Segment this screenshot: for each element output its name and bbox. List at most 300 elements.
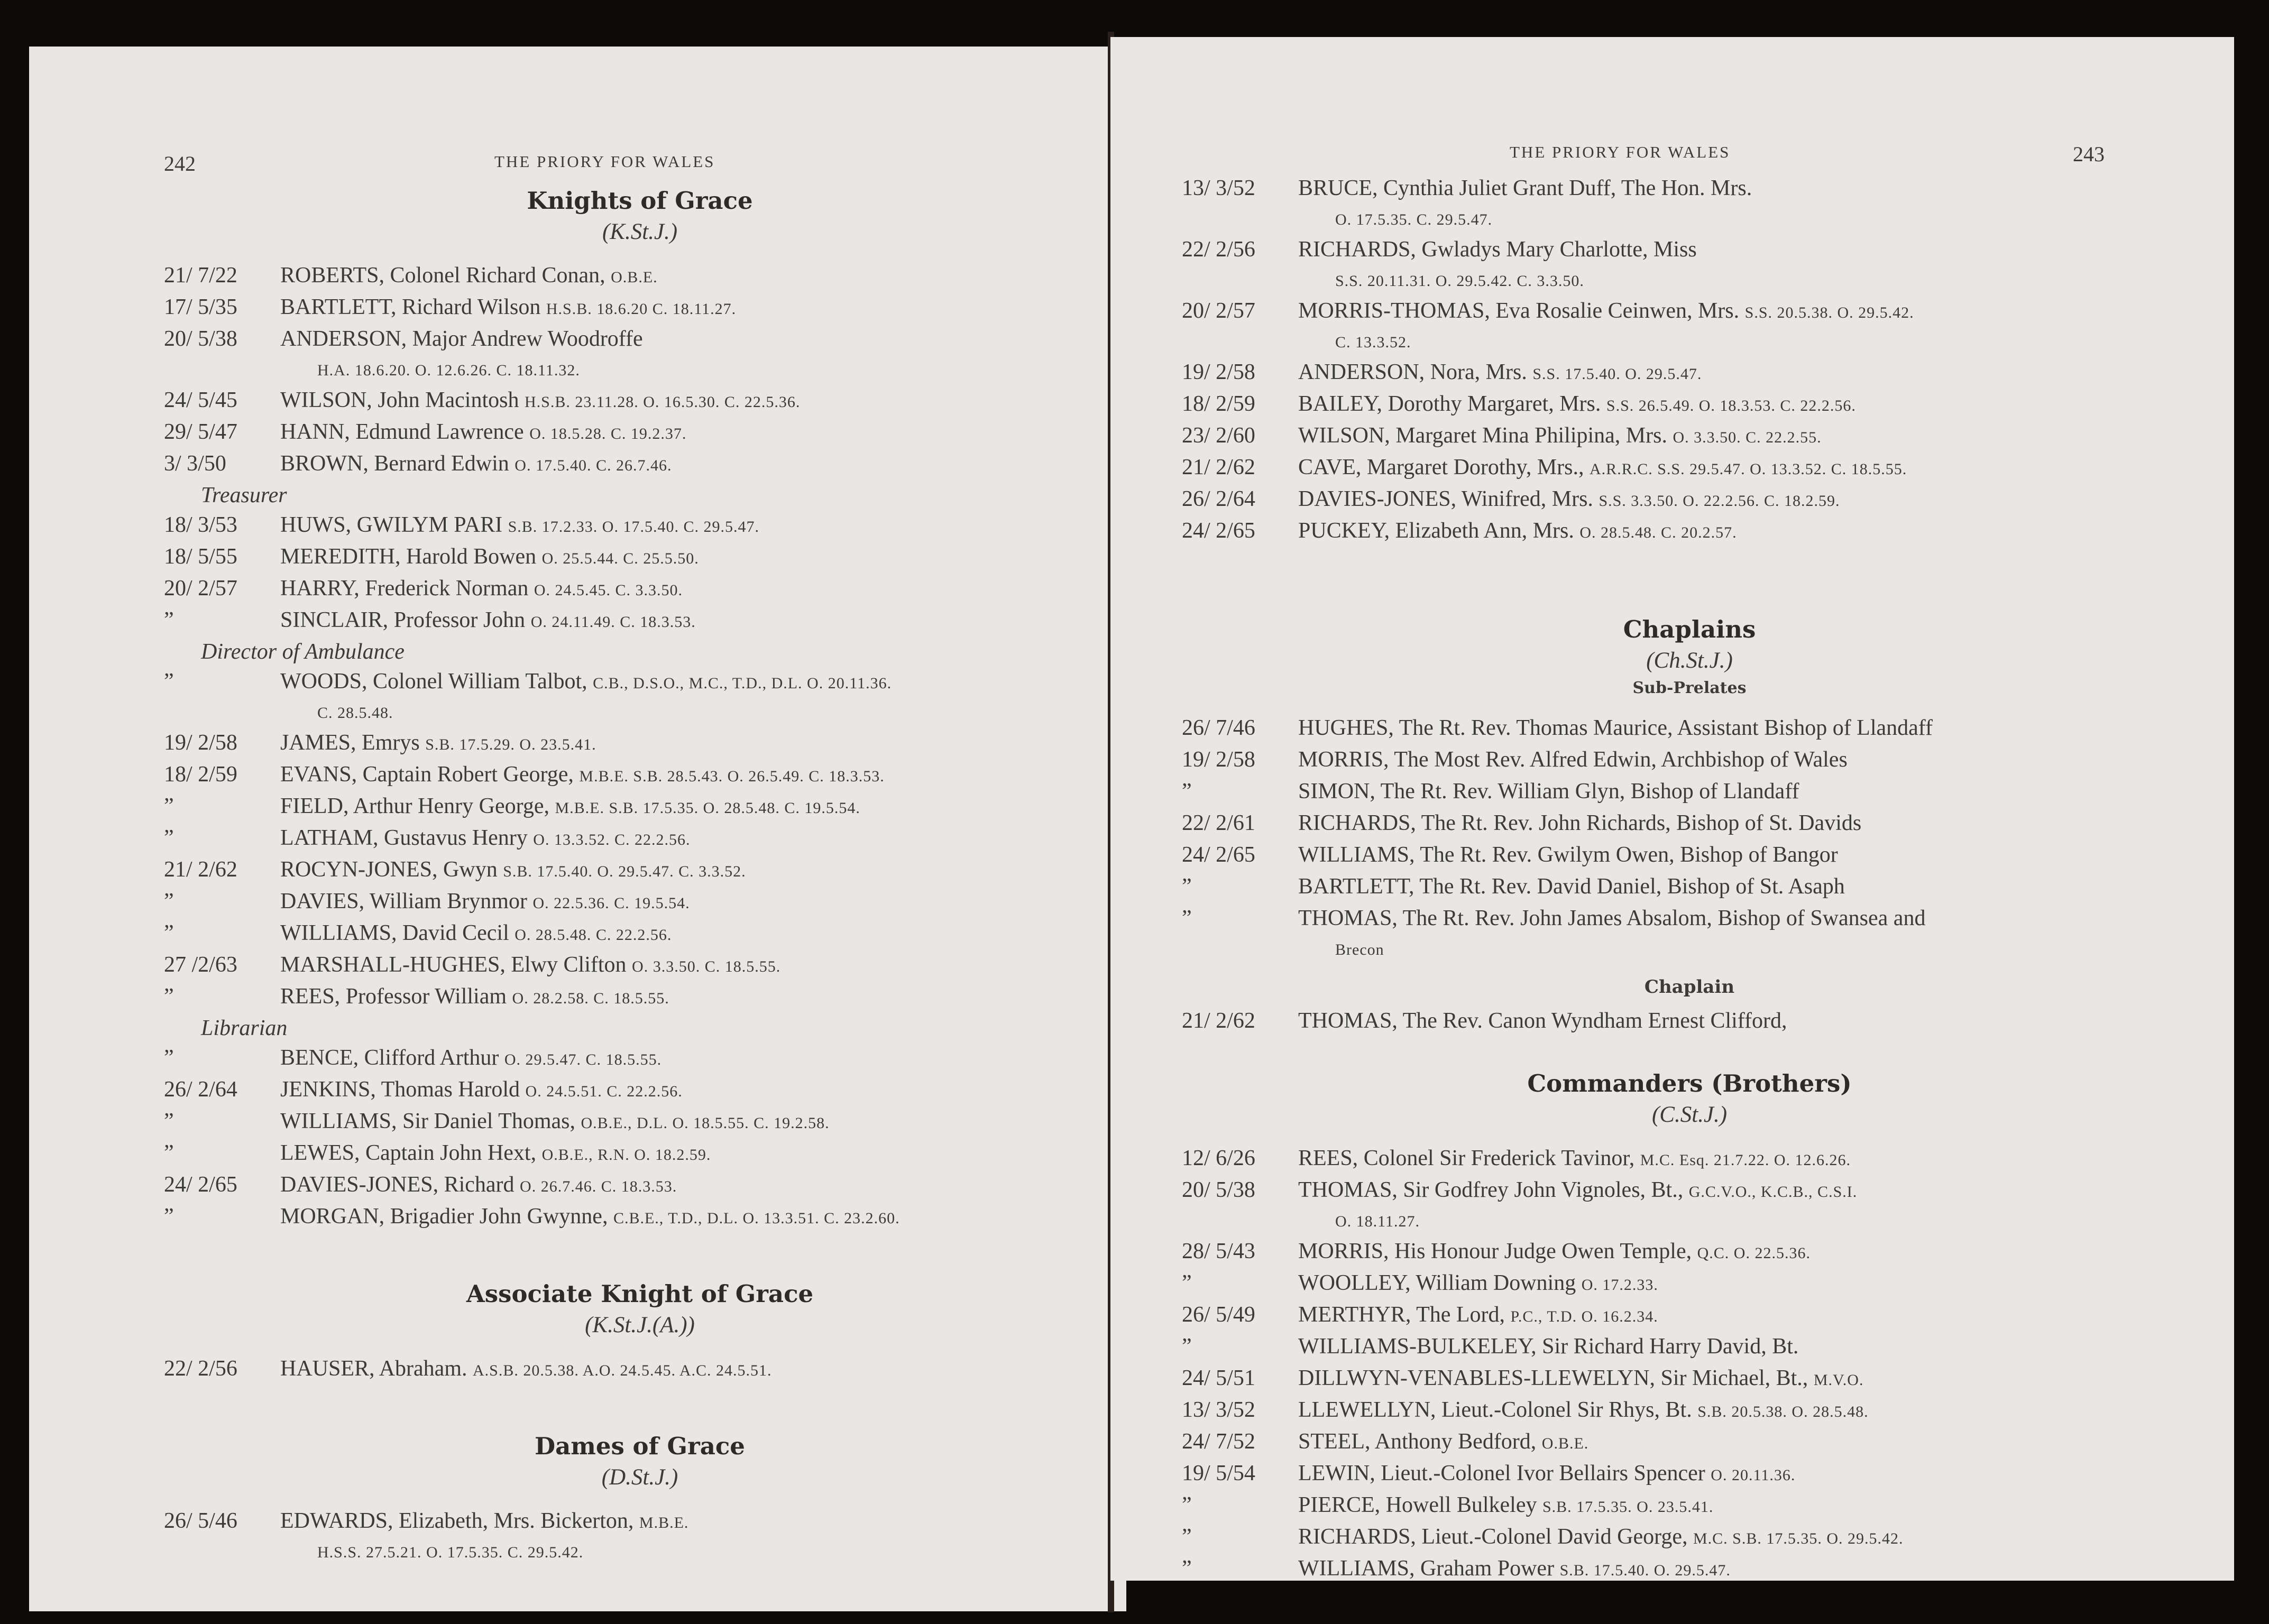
entry-surname: MERTHYR, (1298, 1303, 1411, 1327)
section-heading: Associate Knight of Grace (466, 1280, 814, 1308)
entry-name: Winifred, Mrs. (1456, 487, 1599, 511)
entry-text (1298, 1332, 2197, 1363)
roll-entry (164, 324, 1116, 356)
entry-name: Lieut.-Colonel Ivor Bellairs Spencer (1375, 1461, 1711, 1485)
entry-name: His Honour Judge Owen Temple, (1389, 1239, 1697, 1263)
entry-text (280, 449, 1116, 481)
entry-surname: WILLIAMS, (280, 1109, 397, 1133)
entry-text (1298, 1490, 2197, 1522)
entry-text (1298, 1554, 2197, 1585)
entry-name: Major Andrew Woodroffe (407, 327, 643, 351)
roll-entry (1182, 713, 2197, 745)
entry-text (280, 1170, 1116, 1202)
spacer (1182, 935, 1298, 965)
entry-date: ” (1182, 906, 1192, 930)
entry-name: Gwyn (437, 857, 503, 882)
entry-name: Margaret Mina Philipina, Mrs. (1390, 423, 1673, 448)
roll-entry (1182, 1363, 2197, 1395)
roll-entry (1182, 1490, 2197, 1522)
roll-entry (164, 667, 1116, 698)
entry-date: 24/ 5/45 (164, 388, 237, 412)
entry-surname: HARRY, (280, 576, 360, 601)
entry-surname: WILSON, (1298, 423, 1390, 448)
roll-entry (164, 855, 1116, 887)
entry-honours: P.C., T.D. O. 16.2.34. (1510, 1308, 1658, 1325)
entry-honours: H.S.B. 23.11.28. O. 16.5.30. C. 22.5.36. (524, 393, 801, 411)
entry-text (1298, 1363, 2197, 1395)
running-head: THE PRIORY FOR WALES (494, 152, 715, 171)
entry-surname: ROBERTS, (280, 263, 385, 288)
entry-surname: MORGAN, (280, 1204, 385, 1229)
entry-name: Nora, Mrs. (1425, 360, 1533, 384)
entry-text (1298, 516, 2197, 548)
entry-text (1298, 808, 2197, 840)
entry-date: 24/ 2/65 (1182, 843, 1255, 867)
entry-name: Anthony Bedford, (1370, 1429, 1542, 1454)
entry-date: 23/ 2/60 (1182, 423, 1255, 448)
roll-entry (1182, 1006, 2197, 1038)
entry-honours: O. 28.5.48. C. 22.2.56. (515, 926, 672, 944)
entry-date: 22/ 2/56 (1182, 237, 1255, 262)
entry-text (280, 1106, 1116, 1138)
entry-name: Cynthia Juliet Grant Duff, The Hon. Mrs. (1377, 176, 1752, 200)
entry-surname: MARSHALL-HUGHES, (280, 953, 506, 977)
entry-honours: A.R.R.C. S.S. 29.5.47. O. 13.3.52. C. 18.5.55. (1590, 460, 1907, 478)
entry-surname: PIERCE, (1298, 1493, 1381, 1517)
entry-list (1182, 713, 2197, 965)
entry-honours: S.S. 17.5.40. O. 29.5.47. (1532, 365, 1702, 383)
entry-surname: ANDERSON, (280, 327, 407, 351)
entry-date: ” (164, 608, 174, 632)
roll-entry (1182, 1237, 2197, 1268)
entry-name: Captain John Hext, (360, 1141, 542, 1165)
entry-name: Brigadier John Gwynne, (384, 1204, 613, 1229)
entry-list (164, 1354, 1116, 1386)
entry-honours: O. 25.5.44. C. 25.5.50. (541, 550, 699, 567)
entry-honours: M.B.E. (639, 1514, 689, 1531)
entry-surname: STEEL, (1298, 1429, 1371, 1454)
left-page (29, 47, 1126, 1611)
spacer (164, 356, 280, 385)
entry-name: Professor William (340, 984, 512, 1009)
entry-date: 18/ 3/53 (164, 513, 237, 537)
roll-entry-continuation (1182, 328, 2197, 357)
roll-entry (164, 605, 1116, 637)
roll-entry (1182, 1554, 2197, 1585)
entry-surname: LEWES, (280, 1141, 360, 1165)
entry-name: The Most Rev. Alfred Edwin, Archbishop of Wales (1389, 748, 1848, 772)
entry-text (1298, 173, 2197, 205)
entry-name: Howell Bulkeley (1380, 1493, 1542, 1517)
roll-entry (164, 1506, 1116, 1538)
entry-date: 12/ 6/26 (1182, 1146, 1255, 1170)
roll-entry (164, 1170, 1116, 1202)
entry-name: Colonel Richard Conan, (384, 263, 611, 288)
entry-date: 24/ 2/65 (164, 1173, 237, 1197)
entry-surname: MORRIS-THOMAS, (1298, 299, 1490, 323)
entry-list (164, 1506, 1116, 1567)
entry-text (280, 823, 1116, 855)
entry-surname: MORRIS, (1298, 748, 1389, 772)
entry-name: Richard Wilson (396, 295, 546, 319)
entry-honours: O. 3.3.50. C. 18.5.55. (632, 958, 781, 975)
entry-surname: THOMAS, (1298, 1178, 1398, 1202)
entry-surname: LATHAM, (280, 826, 379, 850)
entry-honours: M.V.O. (1813, 1371, 1864, 1389)
section-abbreviation: (K.St.J.(A.)) (585, 1313, 695, 1337)
entry-honours: O. 28.5.48. C. 20.2.57. (1579, 524, 1737, 541)
entry-date: ” (1182, 1334, 1192, 1359)
entry-text (280, 1138, 1116, 1170)
entry-date: ” (164, 984, 174, 1009)
entry-date: 24/ 7/52 (1182, 1429, 1255, 1454)
right-content (1182, 173, 2197, 1585)
roll-section (1182, 1069, 2197, 1585)
entry-honours: O. 3.3.50. C. 22.2.55. (1673, 429, 1822, 446)
entry-honours: O. 24.11.49. C. 18.3.53. (530, 613, 696, 631)
entry-honours: M.C. Esq. 21.7.22. O. 12.6.26. (1640, 1151, 1851, 1169)
entry-date: 19/ 2/58 (164, 731, 237, 755)
entry-name: The Lord, (1411, 1303, 1511, 1327)
spacer (1182, 205, 1298, 235)
section-heading: Chaplains (1623, 615, 1756, 643)
entry-text (280, 918, 1116, 950)
entry-text (280, 887, 1116, 918)
entry-surname: DILLWYN-VENABLES-LLEWELYN, (1298, 1366, 1655, 1390)
roll-entry-continuation (164, 356, 1116, 385)
roll-entry (164, 417, 1116, 449)
entry-name: Eva Rosalie Ceinwen, Mrs. (1490, 299, 1745, 323)
roll-entry (1182, 1395, 2197, 1427)
roll-entry (1182, 357, 2197, 389)
entry-date: 21/ 7/22 (164, 263, 237, 288)
entry-surname: FIELD, (280, 794, 349, 818)
entry-honours: O. 13.3.52. C. 22.2.56. (533, 831, 691, 848)
spacer (1182, 328, 1298, 357)
roll-entry (1182, 1459, 2197, 1490)
entry-name: The Rt. Rev. David Daniel, Bishop of St. Asaph (1414, 874, 1845, 899)
entry-text (1298, 1395, 2197, 1427)
entry-honours: O.B.E. (611, 269, 658, 286)
entry-surname: EVANS, (280, 762, 357, 787)
entry-text (1298, 296, 2197, 328)
entry-text (280, 982, 1116, 1013)
roll-section (164, 1432, 1116, 1567)
entry-honours: S.B. 17.5.40. O. 29.5.47. (1559, 1562, 1731, 1579)
entry-date: 13/ 3/52 (1182, 1398, 1255, 1422)
running-head: THE PRIORY FOR WALES (1510, 143, 1731, 161)
entry-honours: M.B.E. S.B. 28.5.43. O. 26.5.49. C. 18.3.53. (579, 768, 885, 785)
entry-surname: WOODS, (280, 669, 368, 694)
entry-name: Graham Power (1414, 1556, 1560, 1581)
entry-name: Captain Robert George, (357, 762, 580, 787)
entry-name: Lieut.-Colonel Sir Rhys, Bt. (1436, 1398, 1698, 1422)
entry-honours: S.B. 17.5.29. O. 23.5.41. (425, 736, 596, 753)
entry-text (280, 728, 1116, 760)
spacer (164, 1538, 280, 1567)
entry-text (280, 1354, 1116, 1386)
entry-name: Arthur Henry George, (348, 794, 555, 818)
entry-surname: BENCE, (280, 1046, 359, 1070)
entry-honours: O. 17.2.33. (1581, 1276, 1658, 1294)
entry-date: ” (164, 889, 174, 914)
entry-date: 20/ 2/57 (1182, 299, 1255, 323)
entry-text (280, 385, 1116, 417)
entry-text (1298, 713, 2197, 745)
entry-surname: SIMON, (1298, 779, 1375, 804)
office-title: Treasurer (201, 483, 287, 508)
page-number: 243 (2073, 142, 2105, 166)
entry-date: ” (1182, 1525, 1192, 1549)
entry-name: Richard (438, 1173, 520, 1197)
roll-entry (1182, 1427, 2197, 1459)
entry-surname: HANN, (280, 420, 350, 444)
entry-text (1298, 453, 2197, 484)
entry-date: ” (1182, 1271, 1192, 1295)
entry-name: Margaret Dorothy, Mrs., (1361, 455, 1590, 479)
entry-text (280, 542, 1116, 574)
entry-date: 24/ 2/65 (1182, 519, 1255, 543)
entry-name: Gustavus Henry (378, 826, 534, 850)
entry-continuation: C. 13.3.52. (1335, 334, 1411, 351)
entry-text (280, 760, 1116, 791)
entry-text (1298, 1459, 2197, 1490)
entry-name: Colonel William Talbot, (367, 669, 593, 694)
entry-continuation: H.A. 18.6.20. O. 12.6.26. C. 18.11.32. (317, 362, 580, 379)
entry-surname: WOOLLEY, (1298, 1271, 1411, 1295)
entry-surname: BRUCE, (1298, 176, 1378, 200)
entry-text (280, 574, 1116, 605)
entry-name: The Rt. Rev. John James Absalom, Bishop of Swansea and (1397, 906, 1926, 930)
roll-entry (164, 385, 1116, 417)
entry-date: 20/ 5/38 (1182, 1178, 1255, 1202)
entry-honours: O.B.E. (1541, 1435, 1589, 1452)
entry-surname: MORRIS, (1298, 1239, 1389, 1263)
entry-honours: O. 17.5.40. C. 26.7.46. (515, 457, 672, 474)
entry-text (280, 1506, 1116, 1538)
entry-text (1298, 872, 2197, 903)
entry-text (280, 417, 1116, 449)
roll-entry (1182, 453, 2197, 484)
entry-text (1298, 745, 2197, 777)
entry-text (280, 667, 1116, 698)
roll-entry (1182, 296, 2197, 328)
page-number: 242 (164, 152, 196, 176)
entry-surname: RICHARDS, (1298, 811, 1416, 835)
entry-date: 17/ 5/35 (164, 295, 237, 319)
entry-date: ” (164, 794, 174, 818)
roll-entry (1182, 903, 2197, 935)
entry-name: Sir Michael, Bt., (1655, 1366, 1814, 1390)
entry-name: Frederick Norman (359, 576, 534, 601)
entry-date: 26/ 5/46 (164, 1509, 237, 1533)
entry-surname: JAMES, (280, 731, 356, 755)
entry-honours: M.C. S.B. 17.5.35. O. 29.5.42. (1693, 1530, 1904, 1547)
roll-entry (164, 261, 1116, 292)
entry-text (280, 855, 1116, 887)
section-subheading: Sub-Prelates (1632, 679, 1747, 697)
roll-entry (164, 1202, 1116, 1233)
entry-date: 26/ 2/64 (164, 1077, 237, 1102)
entry-surname: HUWS, (280, 513, 352, 537)
roll-entry (164, 1354, 1116, 1386)
roll-entry (1182, 872, 2197, 903)
entry-date: ” (1182, 1556, 1192, 1581)
entry-honours: Q.C. O. 22.5.36. (1697, 1244, 1811, 1262)
entry-name: William Downing (1410, 1271, 1582, 1295)
office-title: Director of Ambulance (201, 640, 405, 664)
entry-surname: JENKINS, (280, 1077, 376, 1102)
section-heading: Knights of Grace (527, 187, 753, 215)
entry-surname: BARTLETT, (1298, 874, 1414, 899)
roll-entry (1182, 1143, 2197, 1175)
entry-text (1298, 1268, 2197, 1300)
entry-surname: REES, (1298, 1146, 1358, 1170)
roll-entry (164, 918, 1116, 950)
roll-section (1182, 615, 2197, 1038)
entry-name: The Rev. Canon Wyndham Ernest Clifford, (1397, 1009, 1787, 1033)
entry-text (1298, 1522, 2197, 1554)
entry-text (1298, 484, 2197, 516)
entry-date: 19/ 2/58 (1182, 360, 1255, 384)
entry-surname: BARTLETT, (280, 295, 397, 319)
entry-list (1182, 1006, 2197, 1038)
roll-entry-continuation (1182, 935, 2197, 965)
entry-date: 18/ 5/55 (164, 545, 237, 569)
entry-date: ” (164, 1046, 174, 1070)
entry-date: ” (164, 669, 174, 694)
entry-date: 20/ 5/38 (164, 327, 237, 351)
roll-entry (1182, 235, 2197, 266)
entry-surname: CAVE, (1298, 455, 1362, 479)
entry-text (1298, 235, 2197, 266)
entry-surname: ANDERSON, (1298, 360, 1425, 384)
entry-text (280, 950, 1116, 982)
entry-name: The Rt. Rev. Thomas Maurice, Assistant Bishop of Llandaff (1393, 716, 1933, 740)
entry-name: The Rt. Rev. Gwilym Owen, Bishop of Bangor (1414, 843, 1838, 867)
roll-entry-continuation (1182, 205, 2197, 235)
roll-entry (1182, 1300, 2197, 1332)
entry-surname: WILLIAMS-BULKELEY, (1298, 1334, 1537, 1359)
entry-name: Elizabeth Ann, Mrs. (1390, 519, 1580, 543)
entry-text (280, 261, 1116, 292)
entry-date: 28/ 5/43 (1182, 1239, 1255, 1263)
roll-entry (1182, 173, 2197, 205)
roll-entry (1182, 745, 2197, 777)
entry-honours: S.B. 17.5.40. O. 29.5.47. C. 3.3.52. (503, 863, 746, 880)
entry-date: 3/ 3/50 (164, 451, 226, 476)
entry-honours: O.B.E., R.N. O. 18.2.59. (541, 1146, 711, 1164)
entry-name: Professor John (388, 608, 531, 632)
left-content (164, 187, 1116, 1567)
entry-surname: THOMAS, (1298, 1009, 1398, 1033)
entry-text (1298, 1300, 2197, 1332)
entry-honours: S.B. 20.5.38. O. 28.5.48. (1697, 1403, 1869, 1420)
section-heading: Commanders (Brothers) (1527, 1069, 1852, 1097)
roll-entry (1182, 389, 2197, 421)
roll-entry (1182, 484, 2197, 516)
entry-surname: RICHARDS, (1298, 1525, 1416, 1549)
entry-text (280, 791, 1116, 823)
entry-name: Abraham. (374, 1357, 473, 1381)
entry-date: 20/ 2/57 (164, 576, 237, 601)
entry-date: 26/ 2/64 (1182, 487, 1255, 511)
entry-name: The Rt. Rev. John Richards, Bishop of St. Davids (1416, 811, 1862, 835)
entry-surname: DAVIES-JONES, (1298, 487, 1457, 511)
entry-text (1298, 903, 2197, 935)
spacer (1182, 1207, 1298, 1237)
entry-date: 21/ 2/62 (1182, 455, 1255, 479)
entry-date: ” (164, 1204, 174, 1229)
roll-section (164, 187, 1116, 1233)
entry-honours: C.B.E., T.D., D.L. O. 13.3.51. C. 23.2.60. (613, 1210, 900, 1227)
roll-entry-continuation (164, 698, 1116, 728)
entry-date: ” (1182, 1493, 1192, 1517)
entry-name: Sir Godfrey John Vignoles, Bt., (1397, 1178, 1689, 1202)
entry-date: 18/ 2/59 (1182, 392, 1255, 416)
entry-name: Sir Daniel Thomas, (397, 1109, 581, 1133)
entry-date: 18/ 2/59 (164, 762, 237, 787)
entry-name: John Macintosh (372, 388, 525, 412)
chaplain-subheading: Chaplain (1644, 976, 1735, 998)
entry-date: 19/ 2/58 (1182, 748, 1255, 772)
entry-name: Thomas Harold (375, 1077, 526, 1102)
entry-surname: PUCKEY, (1298, 519, 1390, 543)
entry-honours: S.B. 17.2.33. O. 17.5.40. C. 29.5.47. (508, 518, 759, 536)
entry-honours: O. 18.5.28. C. 19.2.37. (529, 425, 687, 442)
entry-name: Harold Bowen (400, 545, 542, 569)
roll-entry-continuation (1182, 266, 2197, 296)
entry-text (280, 605, 1116, 637)
entry-surname: EDWARDS, (280, 1509, 393, 1533)
roll-entry (164, 510, 1116, 542)
spacer (1182, 266, 1298, 296)
entry-date: ” (164, 1141, 174, 1165)
roll-entry (164, 1106, 1116, 1138)
roll-entry (164, 823, 1116, 855)
entry-text (280, 1043, 1116, 1075)
section-abbreviation: (C.St.J.) (1651, 1102, 1728, 1127)
entry-name: Bernard Edwin (368, 451, 515, 476)
entry-honours: O. 24.5.45. C. 3.3.50. (534, 582, 683, 599)
entry-date: 26/ 7/46 (1182, 716, 1255, 740)
entry-surname: DAVIES-JONES, (280, 1173, 439, 1197)
entry-honours: S.B. 17.5.35. O. 23.5.41. (1542, 1498, 1714, 1516)
entry-name: Elwy Clifton (505, 953, 632, 977)
entry-date: 26/ 5/49 (1182, 1303, 1255, 1327)
entry-text (1298, 1175, 2197, 1207)
entry-surname: ROCYN-JONES, (280, 857, 438, 882)
entry-name: David Cecil (397, 921, 515, 945)
entry-date: 22/ 2/56 (164, 1357, 237, 1381)
entry-surname: THOMAS, (1298, 906, 1398, 930)
entry-honours: G.C.V.O., K.C.B., C.S.I. (1688, 1183, 1858, 1201)
entry-date: 21/ 2/62 (164, 857, 237, 882)
entry-surname: DAVIES, (280, 889, 365, 914)
roll-entry (1182, 1175, 2197, 1207)
entry-name: GWILYM PARI (351, 513, 508, 537)
entry-date: 29/ 5/47 (164, 420, 237, 444)
entry-honours: S.S. 20.5.38. O. 29.5.42. (1744, 304, 1914, 321)
entry-text (280, 1075, 1116, 1106)
entry-surname: WILLIAMS, (280, 921, 397, 945)
entry-surname: HUGHES, (1298, 716, 1394, 740)
office-title: Librarian (201, 1016, 288, 1040)
entry-list (164, 261, 1116, 1233)
roll-entry (164, 292, 1116, 324)
entry-honours: O. 22.5.36. C. 19.5.54. (532, 894, 690, 912)
entry-surname: RICHARDS, (1298, 237, 1416, 262)
